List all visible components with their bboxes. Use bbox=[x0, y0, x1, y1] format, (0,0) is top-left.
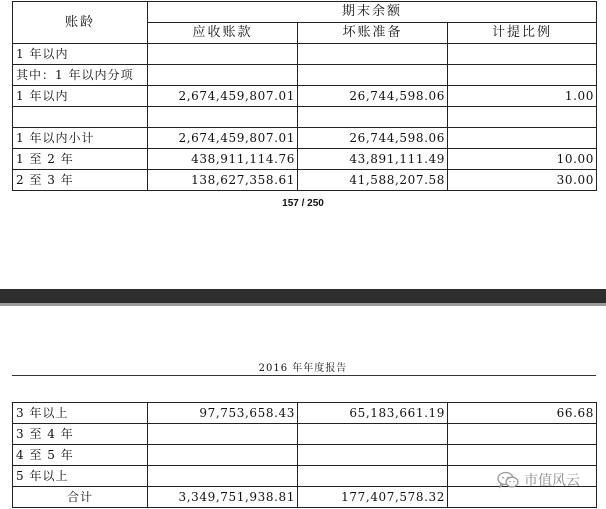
table-row bbox=[13, 44, 597, 65]
row-receivable: 2,674,459,807.01 bbox=[148, 86, 298, 107]
row-ratio bbox=[448, 128, 597, 149]
header-ratio: 计提比例 bbox=[448, 23, 597, 44]
row-label: 1 年以内 bbox=[13, 44, 148, 65]
row-ratio bbox=[448, 424, 597, 445]
row-bad-debt: 41,588,207.58 bbox=[298, 170, 448, 191]
watermark bbox=[497, 470, 580, 490]
row-receivable: 438,911,114.76 bbox=[148, 149, 298, 170]
row-receivable bbox=[148, 44, 298, 65]
header-ending-balance: 期末余额 bbox=[148, 2, 597, 23]
row-ratio: 10.00 bbox=[448, 149, 597, 170]
row-label: 其中：1 年以内分项 bbox=[13, 65, 148, 86]
wechat-chat-icon bbox=[497, 471, 519, 489]
header-receivable: 应收账款 bbox=[148, 23, 298, 44]
table-row bbox=[13, 86, 597, 107]
row-label: 3 年以上 bbox=[13, 403, 148, 424]
row-receivable bbox=[148, 424, 298, 445]
row-bad-debt: 26,744,598.06 bbox=[298, 86, 448, 107]
row-receivable bbox=[148, 107, 298, 128]
total-label: 合计 bbox=[13, 487, 148, 508]
row-ratio bbox=[448, 65, 597, 86]
page-number: 157 / 250 bbox=[282, 198, 324, 209]
row-label: 4 至 5 年 bbox=[13, 445, 148, 466]
row-bad-debt bbox=[298, 107, 448, 128]
row-receivable: 138,627,358.61 bbox=[148, 170, 298, 191]
row-bad-debt: 65,183,661.19 bbox=[298, 403, 448, 424]
row-bad-debt bbox=[298, 445, 448, 466]
table-row bbox=[13, 128, 597, 149]
aging-table-top bbox=[12, 1, 597, 191]
header-aging: 账龄 bbox=[13, 2, 148, 44]
row-label: 3 至 4 年 bbox=[13, 424, 148, 445]
row-receivable bbox=[148, 445, 298, 466]
report-header-title: 2016 年年度报告 bbox=[258, 363, 348, 374]
page-break-divider bbox=[0, 289, 606, 303]
row-label: 1 年以内小计 bbox=[13, 128, 148, 149]
header-bad-debt: 坏账准备 bbox=[298, 23, 448, 44]
row-label: 1 至 2 年 bbox=[13, 149, 148, 170]
table-row bbox=[13, 403, 597, 424]
row-ratio bbox=[448, 445, 597, 466]
row-receivable bbox=[148, 65, 298, 86]
row-bad-debt: 26,744,598.06 bbox=[298, 128, 448, 149]
row-receivable: 2,674,459,807.01 bbox=[148, 128, 298, 149]
row-bad-debt bbox=[298, 424, 448, 445]
row-bad-debt bbox=[298, 44, 448, 65]
page-break-divider-shadow bbox=[0, 303, 606, 306]
row-bad-debt: 43,891,111.49 bbox=[298, 149, 448, 170]
row-ratio bbox=[448, 107, 597, 128]
table-row bbox=[13, 170, 597, 191]
watermark-text: 市值风云 bbox=[524, 473, 580, 489]
row-label: 1 年以内 bbox=[13, 86, 148, 107]
row-ratio: 1.00 bbox=[448, 86, 597, 107]
row-bad-debt bbox=[298, 65, 448, 86]
row-label bbox=[13, 107, 148, 128]
row-ratio bbox=[448, 44, 597, 65]
aging-table-bottom bbox=[12, 402, 597, 508]
report-header-rule bbox=[12, 375, 596, 376]
row-receivable bbox=[148, 466, 298, 487]
table-row bbox=[13, 149, 597, 170]
table-row bbox=[13, 65, 597, 86]
row-ratio: 30.00 bbox=[448, 170, 597, 191]
row-receivable: 97,753,658.43 bbox=[148, 403, 298, 424]
table-row bbox=[13, 445, 597, 466]
row-label: 5 年以上 bbox=[13, 466, 148, 487]
row-bad-debt bbox=[298, 466, 448, 487]
table-row bbox=[13, 424, 597, 445]
total-bad-debt: 177,407,578.32 bbox=[298, 487, 448, 508]
row-label: 2 至 3 年 bbox=[13, 170, 148, 191]
row-ratio: 66.68 bbox=[448, 403, 597, 424]
total-receivable: 3,349,751,938.81 bbox=[148, 487, 298, 508]
table-row bbox=[13, 107, 597, 128]
